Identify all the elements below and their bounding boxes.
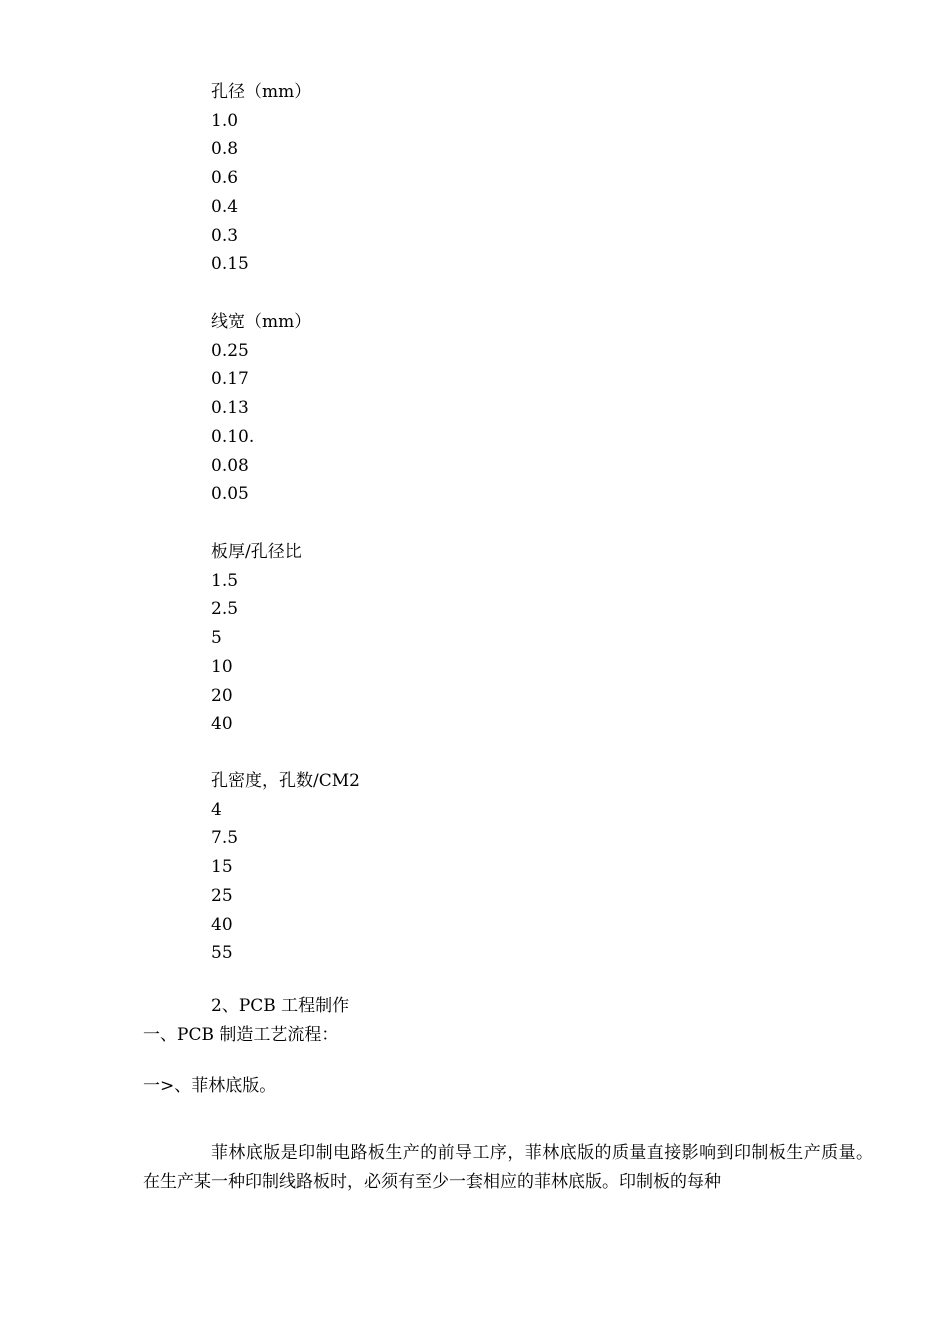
thickness-ratio-list — [211, 538, 302, 739]
aperture-value: 1.0 — [211, 110, 239, 131]
thickness-ratio-value: 10 — [211, 656, 233, 677]
thickness-ratio-value: 5 — [211, 628, 222, 649]
line-width-value: 0.10. — [211, 426, 255, 447]
aperture-value: 0.15 — [211, 254, 249, 275]
hole-density-value: 55 — [211, 943, 233, 964]
line-width-list — [211, 308, 311, 509]
aperture-value: 0.6 — [211, 168, 239, 189]
aperture-list — [211, 78, 311, 279]
hole-density-header: 孔密度，孔数/CM2 — [211, 771, 360, 791]
hole-density-value: 15 — [211, 857, 233, 878]
line-width-value: 0.13 — [211, 398, 249, 419]
thickness-ratio-value: 20 — [211, 685, 233, 706]
hole-density-value: 25 — [211, 885, 233, 906]
line-width-value: 0.17 — [211, 369, 249, 390]
thickness-ratio-header: 板厚/孔径比 — [211, 542, 302, 562]
thickness-ratio-value: 2.5 — [211, 599, 239, 620]
section-heading-film-base: 一>、菲林底版。 — [143, 1076, 277, 1096]
aperture-value: 0.8 — [211, 139, 239, 160]
aperture-value: 0.4 — [211, 196, 239, 217]
thickness-ratio-value: 40 — [211, 714, 233, 735]
line-width-value: 0.08 — [211, 455, 249, 476]
hole-density-value: 40 — [211, 914, 233, 935]
aperture-value: 0.3 — [211, 225, 239, 246]
hole-density-list — [211, 767, 360, 968]
thickness-ratio-value: 1.5 — [211, 570, 239, 591]
line-width-header: 线宽（mm） — [211, 312, 312, 332]
hole-density-value: 4 — [211, 799, 222, 820]
line-width-value: 0.25 — [211, 340, 249, 361]
hole-density-value: 7.5 — [211, 828, 239, 849]
aperture-header: 孔径（mm） — [211, 82, 312, 102]
body-paragraph: 菲林底版是印制电路板生产的前导工序，菲林底版的质量直接影响到印制板生产质量。在生产某一种印制线路板时，必须有至少一套相应的菲林底版。印制板的每种 — [143, 1143, 873, 1192]
line-width-value: 0.05 — [211, 484, 249, 505]
section-heading-pcb-engineering: 2、PCB 工程制作 — [211, 996, 350, 1016]
section-heading-process-flow: 一、PCB 制造工艺流程： — [143, 1025, 339, 1045]
